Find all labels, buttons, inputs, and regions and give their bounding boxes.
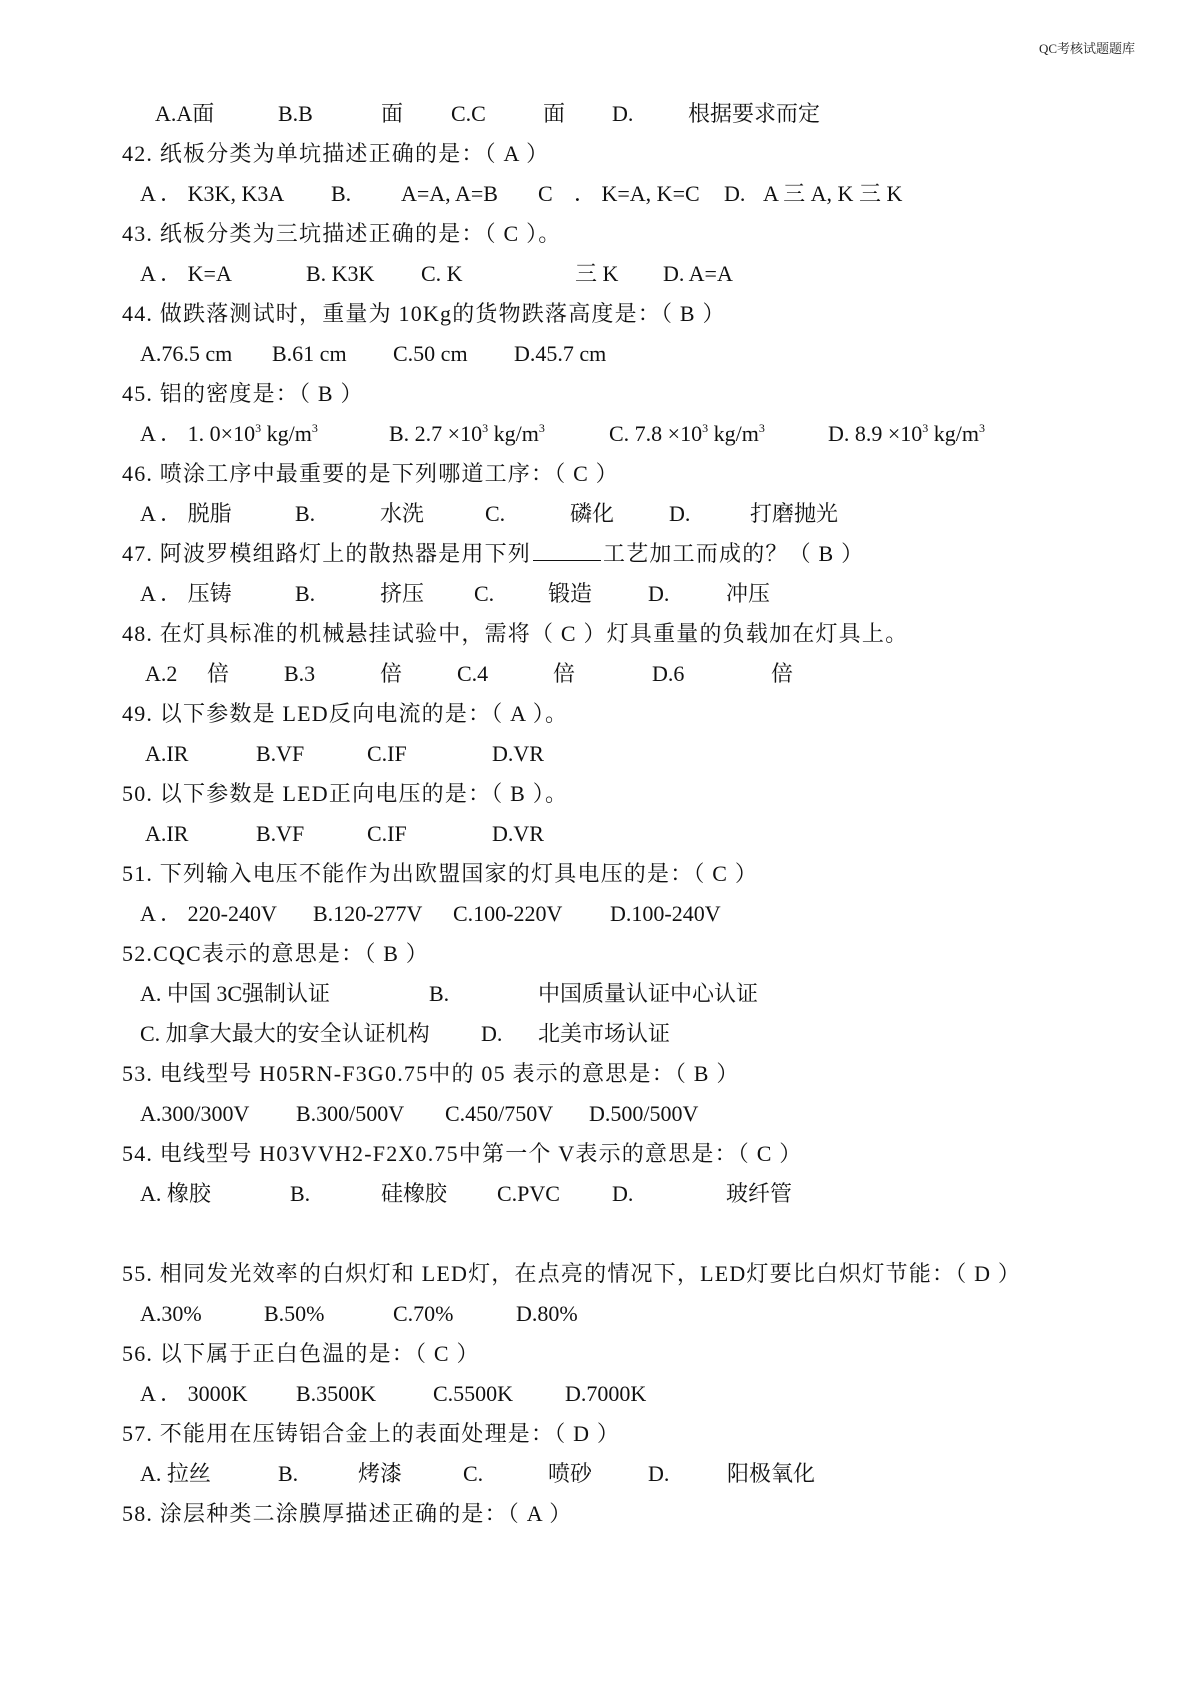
option-a: A ． 1. $0\times 10^3$ $kg/m^3$ — [140, 421, 318, 446]
options-line — [0, 334, 1191, 374]
option-b-text: 面 — [381, 101, 404, 126]
option-c: C. K — [421, 261, 463, 286]
option-b-text: 硅橡胶 — [381, 1181, 448, 1206]
option-a: A ． 压铸 — [140, 581, 232, 606]
question-line — [0, 1494, 1191, 1534]
options-line — [0, 494, 1191, 534]
option-d: D. A=A — [663, 261, 733, 286]
option-c: C.100-220V — [453, 901, 563, 926]
option-c: C.IF — [367, 821, 407, 846]
question-58: 58. 涂层种类二涂膜厚描述正确的是：（ A ） — [122, 1501, 573, 1526]
option-d-text: 北美市场认证 — [538, 1021, 671, 1046]
option-a: A ． 3000K — [140, 1381, 248, 1406]
option-d: D. — [724, 181, 746, 206]
question-57: 57. 不能用在压铸铝合金上的表面处理是：（ D ） — [122, 1421, 621, 1446]
option-c: C. — [463, 1461, 484, 1486]
question-line — [0, 614, 1191, 654]
question-51: 51. 下列输入电压不能作为出欧盟国家的灯具电压的是：（ C ） — [122, 861, 759, 886]
option-c: C.50 cm — [393, 341, 468, 366]
question-line — [0, 694, 1191, 734]
option-a: A.IR — [145, 821, 189, 846]
options-line — [0, 1374, 1191, 1414]
options-line — [0, 734, 1191, 774]
question-line — [0, 1334, 1191, 1374]
options-line — [0, 94, 1191, 134]
option-c: C. $7.8 \times 10^3$ $kg/m^3$ — [609, 421, 765, 446]
option-a: A ． 脱脂 — [140, 501, 232, 526]
options-line — [0, 1174, 1191, 1214]
options-line — [0, 1294, 1191, 1334]
option-d: D. — [648, 1461, 670, 1486]
option-d-text: A 三 A, K 三 K — [763, 181, 903, 206]
option-a: A. 拉丝 — [140, 1461, 211, 1486]
options-line — [0, 1454, 1191, 1494]
option-c-text: 磷化 — [570, 501, 615, 526]
option-a: A.2 — [145, 661, 178, 686]
option-c-text: 锻造 — [548, 581, 593, 606]
option-c: C.450/750V — [445, 1101, 554, 1126]
option-d: D.45.7 cm — [514, 341, 607, 366]
option-c-text: ． K=A, K=C — [574, 181, 700, 206]
option-d-text: 阳极氧化 — [727, 1461, 816, 1486]
option-d: D.100-240V — [610, 901, 721, 926]
question-44: 44. 做跌落测试时，重量为 10Kg的货物跌落高度是：（ B ） — [122, 301, 726, 326]
option-d: D. $8.9 \times 10^3$ $kg/m^3$ — [828, 421, 986, 446]
option-b: B.120-277V — [313, 901, 423, 926]
options-line — [0, 974, 1191, 1014]
question-56: 56. 以下属于正白色温的是：（ C ） — [122, 1341, 480, 1366]
question-line — [0, 534, 1191, 574]
option-b-text: A=A, A=B — [401, 181, 498, 206]
question-50: 50. 以下参数是 LED正向电压的是：（ B ）。 — [122, 781, 569, 806]
option-c: C.70% — [393, 1301, 454, 1326]
option-b: B. — [290, 1181, 311, 1206]
option-a: A.A面 — [155, 101, 215, 126]
option-c: C.IF — [367, 741, 407, 766]
question-45: 45. 铝的密度是：（ B ） — [122, 381, 364, 406]
question-line — [0, 1134, 1191, 1174]
option-b-text: 烤漆 — [358, 1461, 403, 1486]
option-c-text: 面 — [543, 101, 566, 126]
question-line — [0, 454, 1191, 494]
option-d-text: 倍 — [771, 661, 794, 686]
options-line — [0, 654, 1191, 694]
options-line — [0, 1014, 1191, 1054]
question-55: 55. 相同发光效率的白炽灯和 LED灯，在点亮的情况下，LED灯要比白炽灯节能：（ D ） — [122, 1261, 1022, 1286]
option-d: D.80% — [516, 1301, 578, 1326]
option-c: C.5500K — [433, 1381, 514, 1406]
option-a: A.300/300V — [140, 1101, 250, 1126]
option-b: B.300/500V — [296, 1101, 405, 1126]
option-a: A. 橡胶 — [140, 1181, 211, 1206]
question-line — [0, 214, 1191, 254]
option-b: B. K3K — [306, 261, 375, 286]
option-c: C. — [474, 581, 495, 606]
option-d: D.6 — [652, 661, 685, 686]
option-b: B.61 cm — [272, 341, 347, 366]
option-b: B.50% — [264, 1301, 325, 1326]
option-c: C — [538, 181, 553, 206]
question-46: 46. 喷涂工序中最重要的是下列哪道工序：（ C ） — [122, 461, 619, 486]
option-b: B. — [295, 581, 316, 606]
page-header: QC考核试题题库 — [1038, 41, 1135, 56]
option-a: A ． 220-240V — [140, 901, 277, 926]
option-d-text: 玻纤管 — [726, 1181, 793, 1206]
option-d-text: 冲压 — [726, 581, 771, 606]
option-b: B. — [429, 981, 450, 1006]
option-a-text: 倍 — [207, 661, 230, 686]
question-line — [0, 774, 1191, 814]
options-line — [0, 574, 1191, 614]
option-b-text: 挤压 — [380, 581, 425, 606]
option-c: C.PVC — [497, 1181, 560, 1206]
question-48: 48. 在灯具标准的机械悬挂试验中，需将（ C ）灯具重量的负载加在灯具上。 — [122, 621, 909, 646]
options-line — [0, 174, 1191, 214]
option-b: B. — [278, 1461, 299, 1486]
option-d: D.VR — [492, 741, 544, 766]
fill-blank — [533, 538, 601, 561]
option-c: C.C — [451, 101, 486, 126]
options-line — [0, 814, 1191, 854]
option-a: A.76.5 cm — [140, 341, 233, 366]
question-47: 47. 阿波罗模组路灯上的散热器是用下列 工艺加工而成的？（ B ） — [122, 534, 864, 574]
option-d: D. — [612, 1181, 634, 1206]
question-line — [0, 1254, 1191, 1294]
question-43: 43. 纸板分类为三坑描述正确的是：（ C ）。 — [122, 221, 562, 246]
option-d-text: 根据要求而定 — [688, 101, 821, 126]
question-42: 42. 纸板分类为单坑描述正确的是：（ A ） — [122, 141, 550, 166]
question-line — [0, 134, 1191, 174]
option-a: A ． K=A — [140, 261, 232, 286]
question-line — [0, 934, 1191, 974]
option-b: B.B — [278, 101, 313, 126]
option-d-text: 打磨抛光 — [750, 501, 839, 526]
question-53: 53. 电线型号 H05RN-F3G0.75中的 05 表示的意思是：（ B ） — [122, 1061, 740, 1086]
question-line — [0, 854, 1191, 894]
option-d: D. — [612, 101, 634, 126]
option-b: B.VF — [256, 741, 305, 766]
option-b-text: 水洗 — [380, 501, 425, 526]
option-a: A.IR — [145, 741, 189, 766]
option-b: B. — [331, 181, 352, 206]
option-a: A.30% — [140, 1301, 202, 1326]
option-b-text: 中国质量认证中心认证 — [538, 981, 759, 1006]
option-d: D.500/500V — [589, 1101, 699, 1126]
option-c-text: 喷砂 — [548, 1461, 593, 1486]
question-49: 49. 以下参数是 LED反向电流的是：（ A ）。 — [122, 701, 569, 726]
option-b: B. — [295, 501, 316, 526]
options-line — [0, 254, 1191, 294]
option-a: A ． K3K, K3A — [140, 181, 285, 206]
option-d: D. — [648, 581, 670, 606]
question-line — [0, 1054, 1191, 1094]
option-b-text: 倍 — [380, 661, 403, 686]
option-c: C.4 — [457, 661, 489, 686]
option-c-text: 倍 — [553, 661, 576, 686]
option-d: D.VR — [492, 821, 544, 846]
question-line — [0, 1414, 1191, 1454]
question-52: 52.CQC表示的意思是：（ B ） — [122, 941, 430, 966]
option-b: B.3500K — [296, 1381, 377, 1406]
option-d: D.7000K — [565, 1381, 647, 1406]
option-c-text: 三 K — [575, 261, 619, 286]
question-54: 54. 电线型号 H03VVH2-F2X0.75中第一个 V表示的意思是：（ C ） — [122, 1141, 803, 1166]
option-c: C. — [485, 501, 506, 526]
option-b: B.VF — [256, 821, 305, 846]
question-line — [0, 294, 1191, 334]
question-list — [0, 94, 1191, 1534]
options-line — [0, 894, 1191, 934]
option-d: D. — [481, 1021, 503, 1046]
option-d: D. — [669, 501, 691, 526]
option-a: A. 中国 3C强制认证 — [140, 981, 331, 1006]
options-line — [0, 1094, 1191, 1134]
option-c: C. 加拿大最大的安全认证机构 — [140, 1021, 430, 1046]
question-line — [0, 374, 1191, 414]
option-b: B.3 — [284, 661, 316, 686]
option-b: B. $2.7 \times 10^3$ $kg/m^3$ — [389, 421, 545, 446]
options-line — [0, 414, 1191, 454]
